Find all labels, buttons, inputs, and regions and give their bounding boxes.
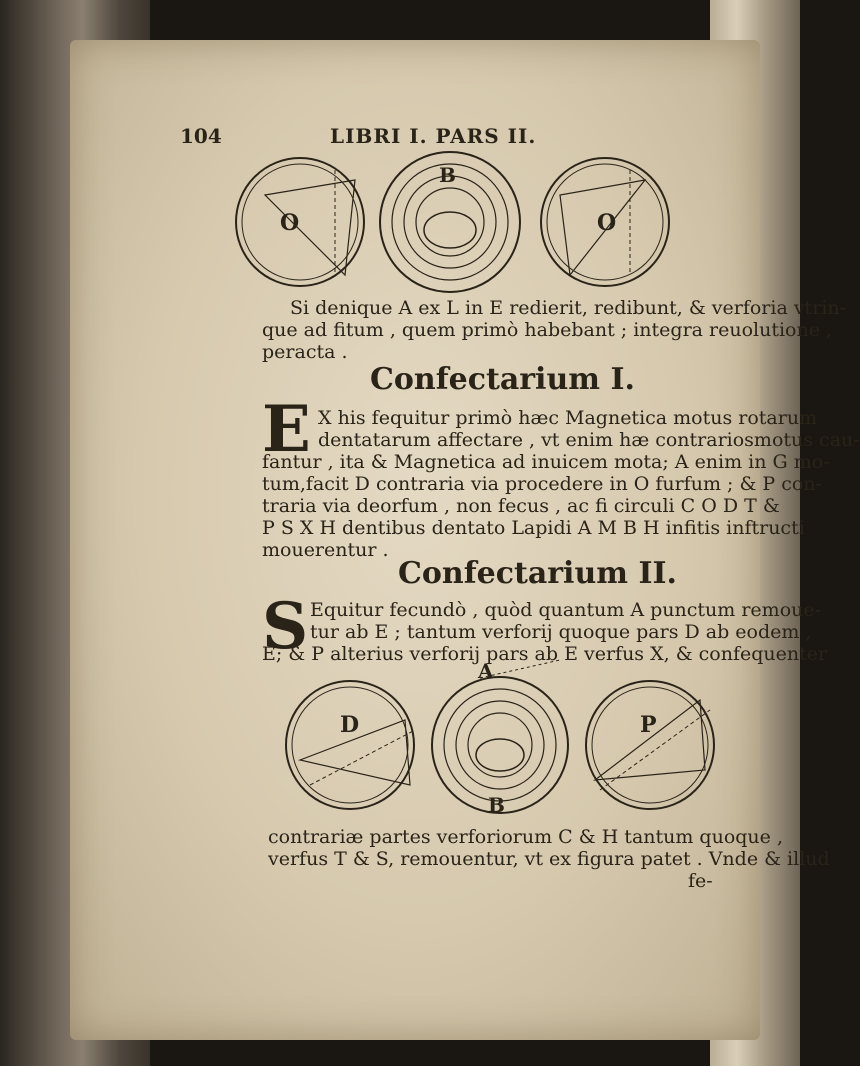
section-1-line-1: X his fequitur primò hæc Magnetica motus rotarum <box>318 407 818 429</box>
paragraph-1-line-2: que ad fitum , quem primò habebant ; integra reuolutione , <box>262 319 833 341</box>
figure-top <box>225 150 705 295</box>
figure-bottom <box>280 660 760 815</box>
top-left-wheel <box>236 158 364 286</box>
section-2-heading: Confectarium II. <box>398 556 677 591</box>
bottom-top-label: A <box>478 659 494 683</box>
bottom-left-wheel <box>286 681 414 809</box>
section-2-dropcap: S <box>262 589 309 664</box>
paragraph-1-line-1: Si denique A ex L in E redierit, redibunt, & verforia vtrin- <box>290 297 847 319</box>
section-1-line-7: mouerentur . <box>262 539 389 561</box>
section-1-dropcap: E <box>262 392 311 467</box>
section-2-line-1: Equitur fecundò , quòd quantum A punctum remoue- <box>310 599 822 621</box>
section-1-line-3: fantur , ita & Magnetica ad inuicem mota; A enim in G mo- <box>262 451 830 473</box>
top-left-label: O <box>280 210 300 236</box>
bottom-right-label: P <box>640 712 657 738</box>
page-number: 104 <box>180 124 222 148</box>
bottom-right-wheel <box>586 681 714 809</box>
section-1-heading: Confectarium I. <box>370 362 635 397</box>
section-1-line-5: traria via deorfum , non fecus , ac fi circuli C O D T & <box>262 495 780 517</box>
final-line-2: verfus T & S, remouentur, vt ex figura patet . Vnde & illud <box>268 848 830 870</box>
bottom-center-label: B <box>488 793 505 817</box>
final-line-3: fe- <box>688 870 713 892</box>
running-title: LIBRI I. PARS II. <box>330 124 537 148</box>
bottom-left-label: D <box>340 712 360 738</box>
section-1-line-4: tum,facit D contraria via procedere in O furfum ; & P con- <box>262 473 822 495</box>
top-center-label: B <box>439 163 456 187</box>
section-2-line-2: tur ab E ; tantum verforij quoque pars D ab eodem , <box>310 621 812 643</box>
final-line-1: contrariæ partes verforiorum C & H tantum quoque , <box>268 826 783 848</box>
top-right-label: O <box>597 210 617 236</box>
section-1-line-6: P S X H dentibus dentato Lapidi A M B H infitis inftructi <box>262 517 805 539</box>
paragraph-1-line-3: peracta . <box>262 341 348 363</box>
section-1-line-2: dentatarum affectare , vt enim hæ contrariosmotus cau- <box>318 429 860 451</box>
section-2-line-3: E; & P alterius verforij pars ab E verfus X, & confequenter <box>262 643 828 665</box>
